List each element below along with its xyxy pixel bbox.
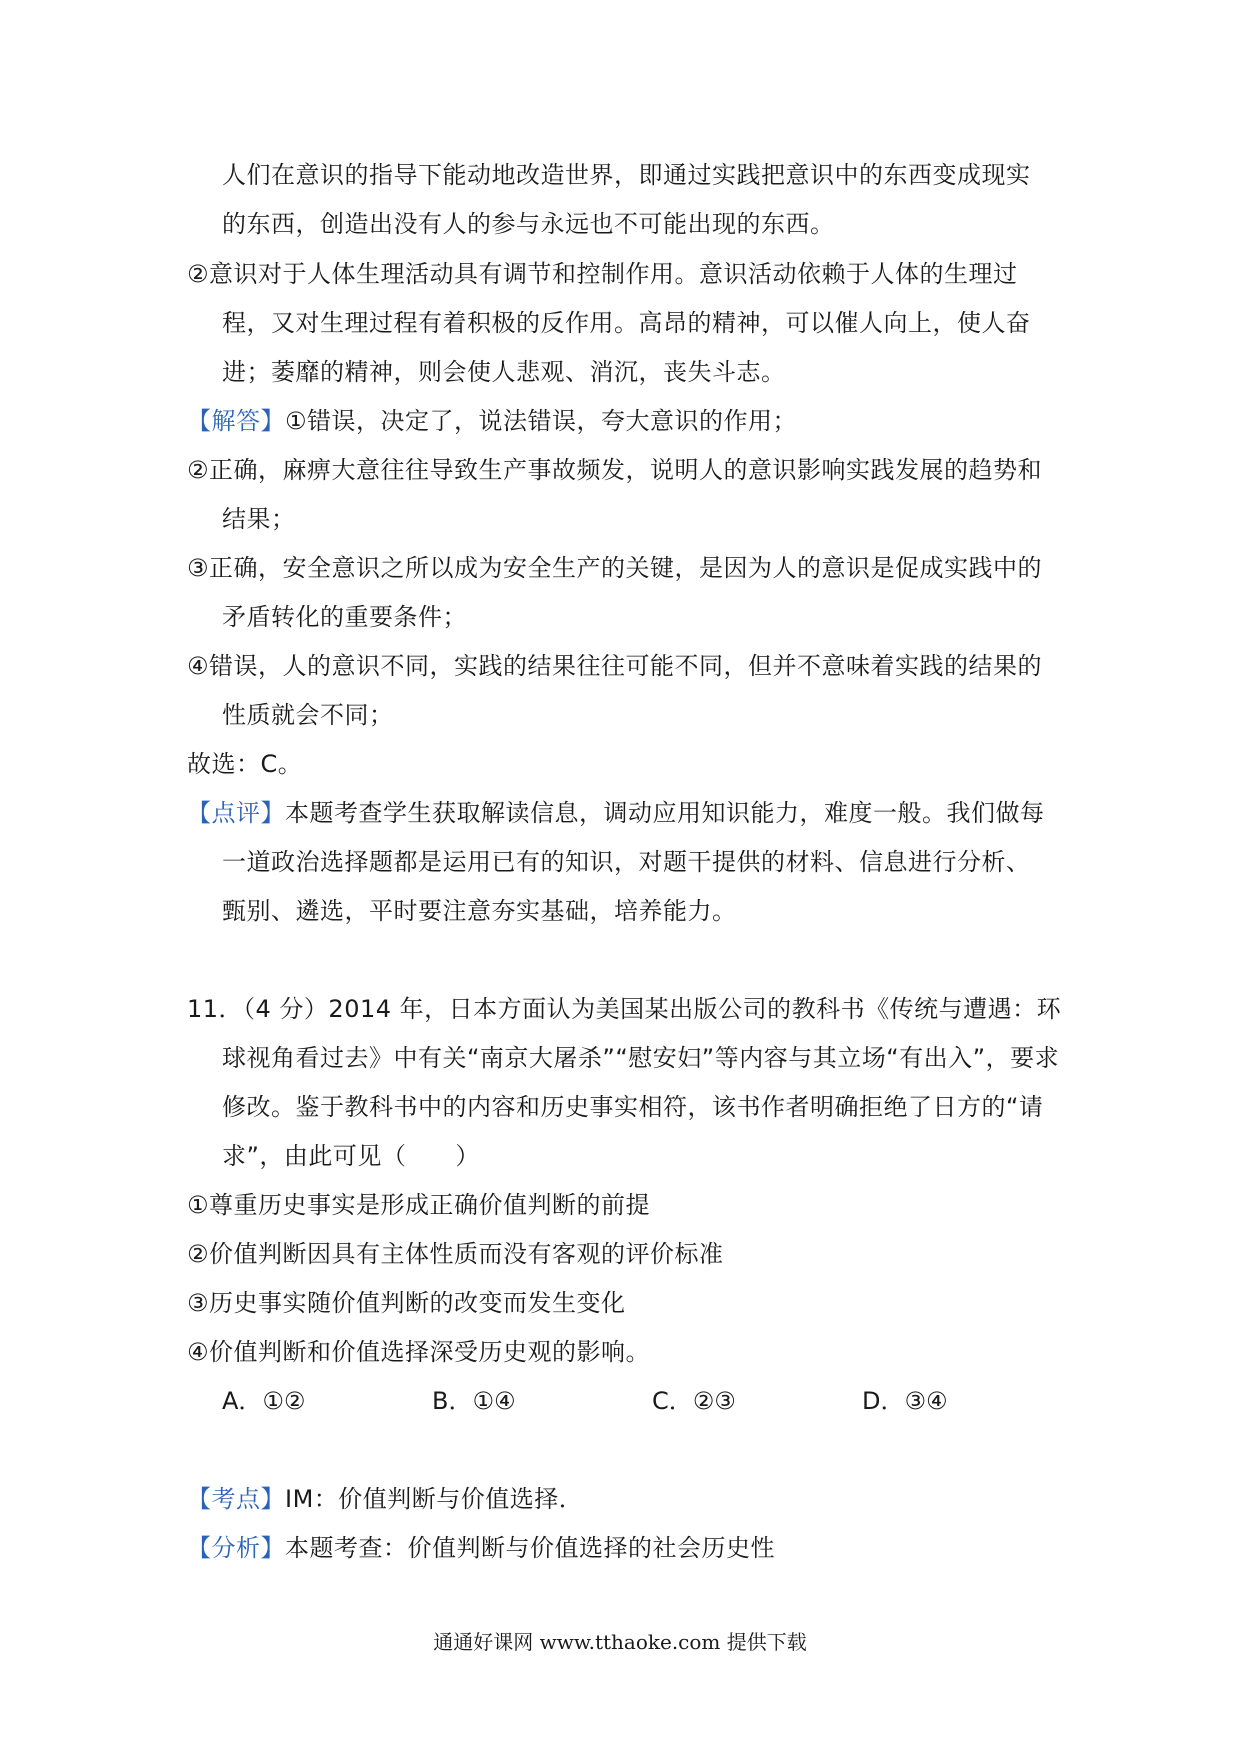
statement-line: ②价值判断因具有主体性质而没有客观的评价标准 [187, 1240, 724, 1268]
fenxi-text: 本题考查：价值判断与价值选择的社会历史性 [285, 1534, 775, 1562]
text-line: 故选：C。 [187, 750, 303, 778]
text-line: ④错误，人的意识不同，实践的结果往往可能不同，但并不意味着实践的结果的 [187, 652, 1043, 680]
statement-line: ④价值判断和价值选择深受历史观的影响。 [187, 1338, 651, 1366]
text-line: 程，又对生理过程有着积极的反作用。高昂的精神，可以催人向上，使人奋 [222, 309, 1031, 337]
text-line: 的东西，创造出没有人的参与永远也不可能出现的东西。 [222, 210, 835, 238]
question-line: 球视角看过去》中有关“南京大屠杀”“慰安妇”等内容与其立场“有出入”，要求 [222, 1044, 1060, 1072]
text-line: 矛盾转化的重要条件； [222, 603, 467, 631]
text-line: ②正确，麻痹大意往往导致生产事故频发，说明人的意识影响实践发展的趋势和 [187, 456, 1043, 484]
fenxi-tag: 【分析】 [187, 1534, 285, 1562]
comment-heading [187, 798, 1045, 828]
text-line: ②意识对于人体生理活动具有调节和控制作用。意识活动依赖于人体的生理过 [187, 260, 1018, 288]
question-line: 求”，由此可见（ ） [222, 1142, 480, 1170]
kaodian-heading [187, 1484, 583, 1514]
option-a: A．①② [222, 1387, 306, 1415]
answer-text: ①错误，决定了，说法错误，夸大意识的作用； [285, 407, 798, 435]
text-line: 进；萎靡的精神，则会使人悲观、消沉，丧失斗志。 [222, 358, 786, 386]
page-footer: 通通好课网 www.tthaoke.com 提供下载 [433, 1630, 807, 1654]
fenxi-heading [187, 1533, 775, 1563]
comment-tag: 【点评】 [187, 799, 285, 827]
text-line: 一道政治选择题都是运用已有的知识，对题干提供的材料、信息进行分析、 [222, 848, 1031, 876]
option-b: B．①④ [432, 1387, 516, 1415]
answer-heading [187, 406, 797, 436]
question-line: 修改。鉴于教科书中的内容和历史事实相符，该书作者明确拒绝了日方的“请 [222, 1093, 1044, 1121]
option-c: C．②③ [652, 1387, 736, 1415]
text-line: 结果； [222, 505, 296, 533]
statement-line: ③历史事实随价值判断的改变而发生变化 [187, 1289, 626, 1317]
question-line: 11．（4 分）2014 年，日本方面认为美国某出版公司的教科书《传统与遭遇：环 [187, 995, 1062, 1023]
text-line: 性质就会不同； [222, 701, 394, 729]
kaodian-text: IM：价值判断与价值选择． [285, 1485, 584, 1513]
answer-tag: 【解答】 [187, 407, 285, 435]
kaodian-tag: 【考点】 [187, 1485, 285, 1513]
text-line: 甄别、遴选，平时要注意夯实基础，培养能力。 [222, 897, 737, 925]
statement-line: ①尊重历史事实是形成正确价值判断的前提 [187, 1191, 651, 1219]
text-line: ③正确，安全意识之所以成为安全生产的关键，是因为人的意识是促成实践中的 [187, 554, 1043, 582]
option-d: D．③④ [862, 1387, 948, 1415]
comment-text: 本题考查学生获取解读信息，调动应用知识能力，难度一般。我们做每 [285, 799, 1045, 827]
text-line: 人们在意识的指导下能动地改造世界，即通过实践把意识中的东西变成现实 [222, 161, 1031, 189]
